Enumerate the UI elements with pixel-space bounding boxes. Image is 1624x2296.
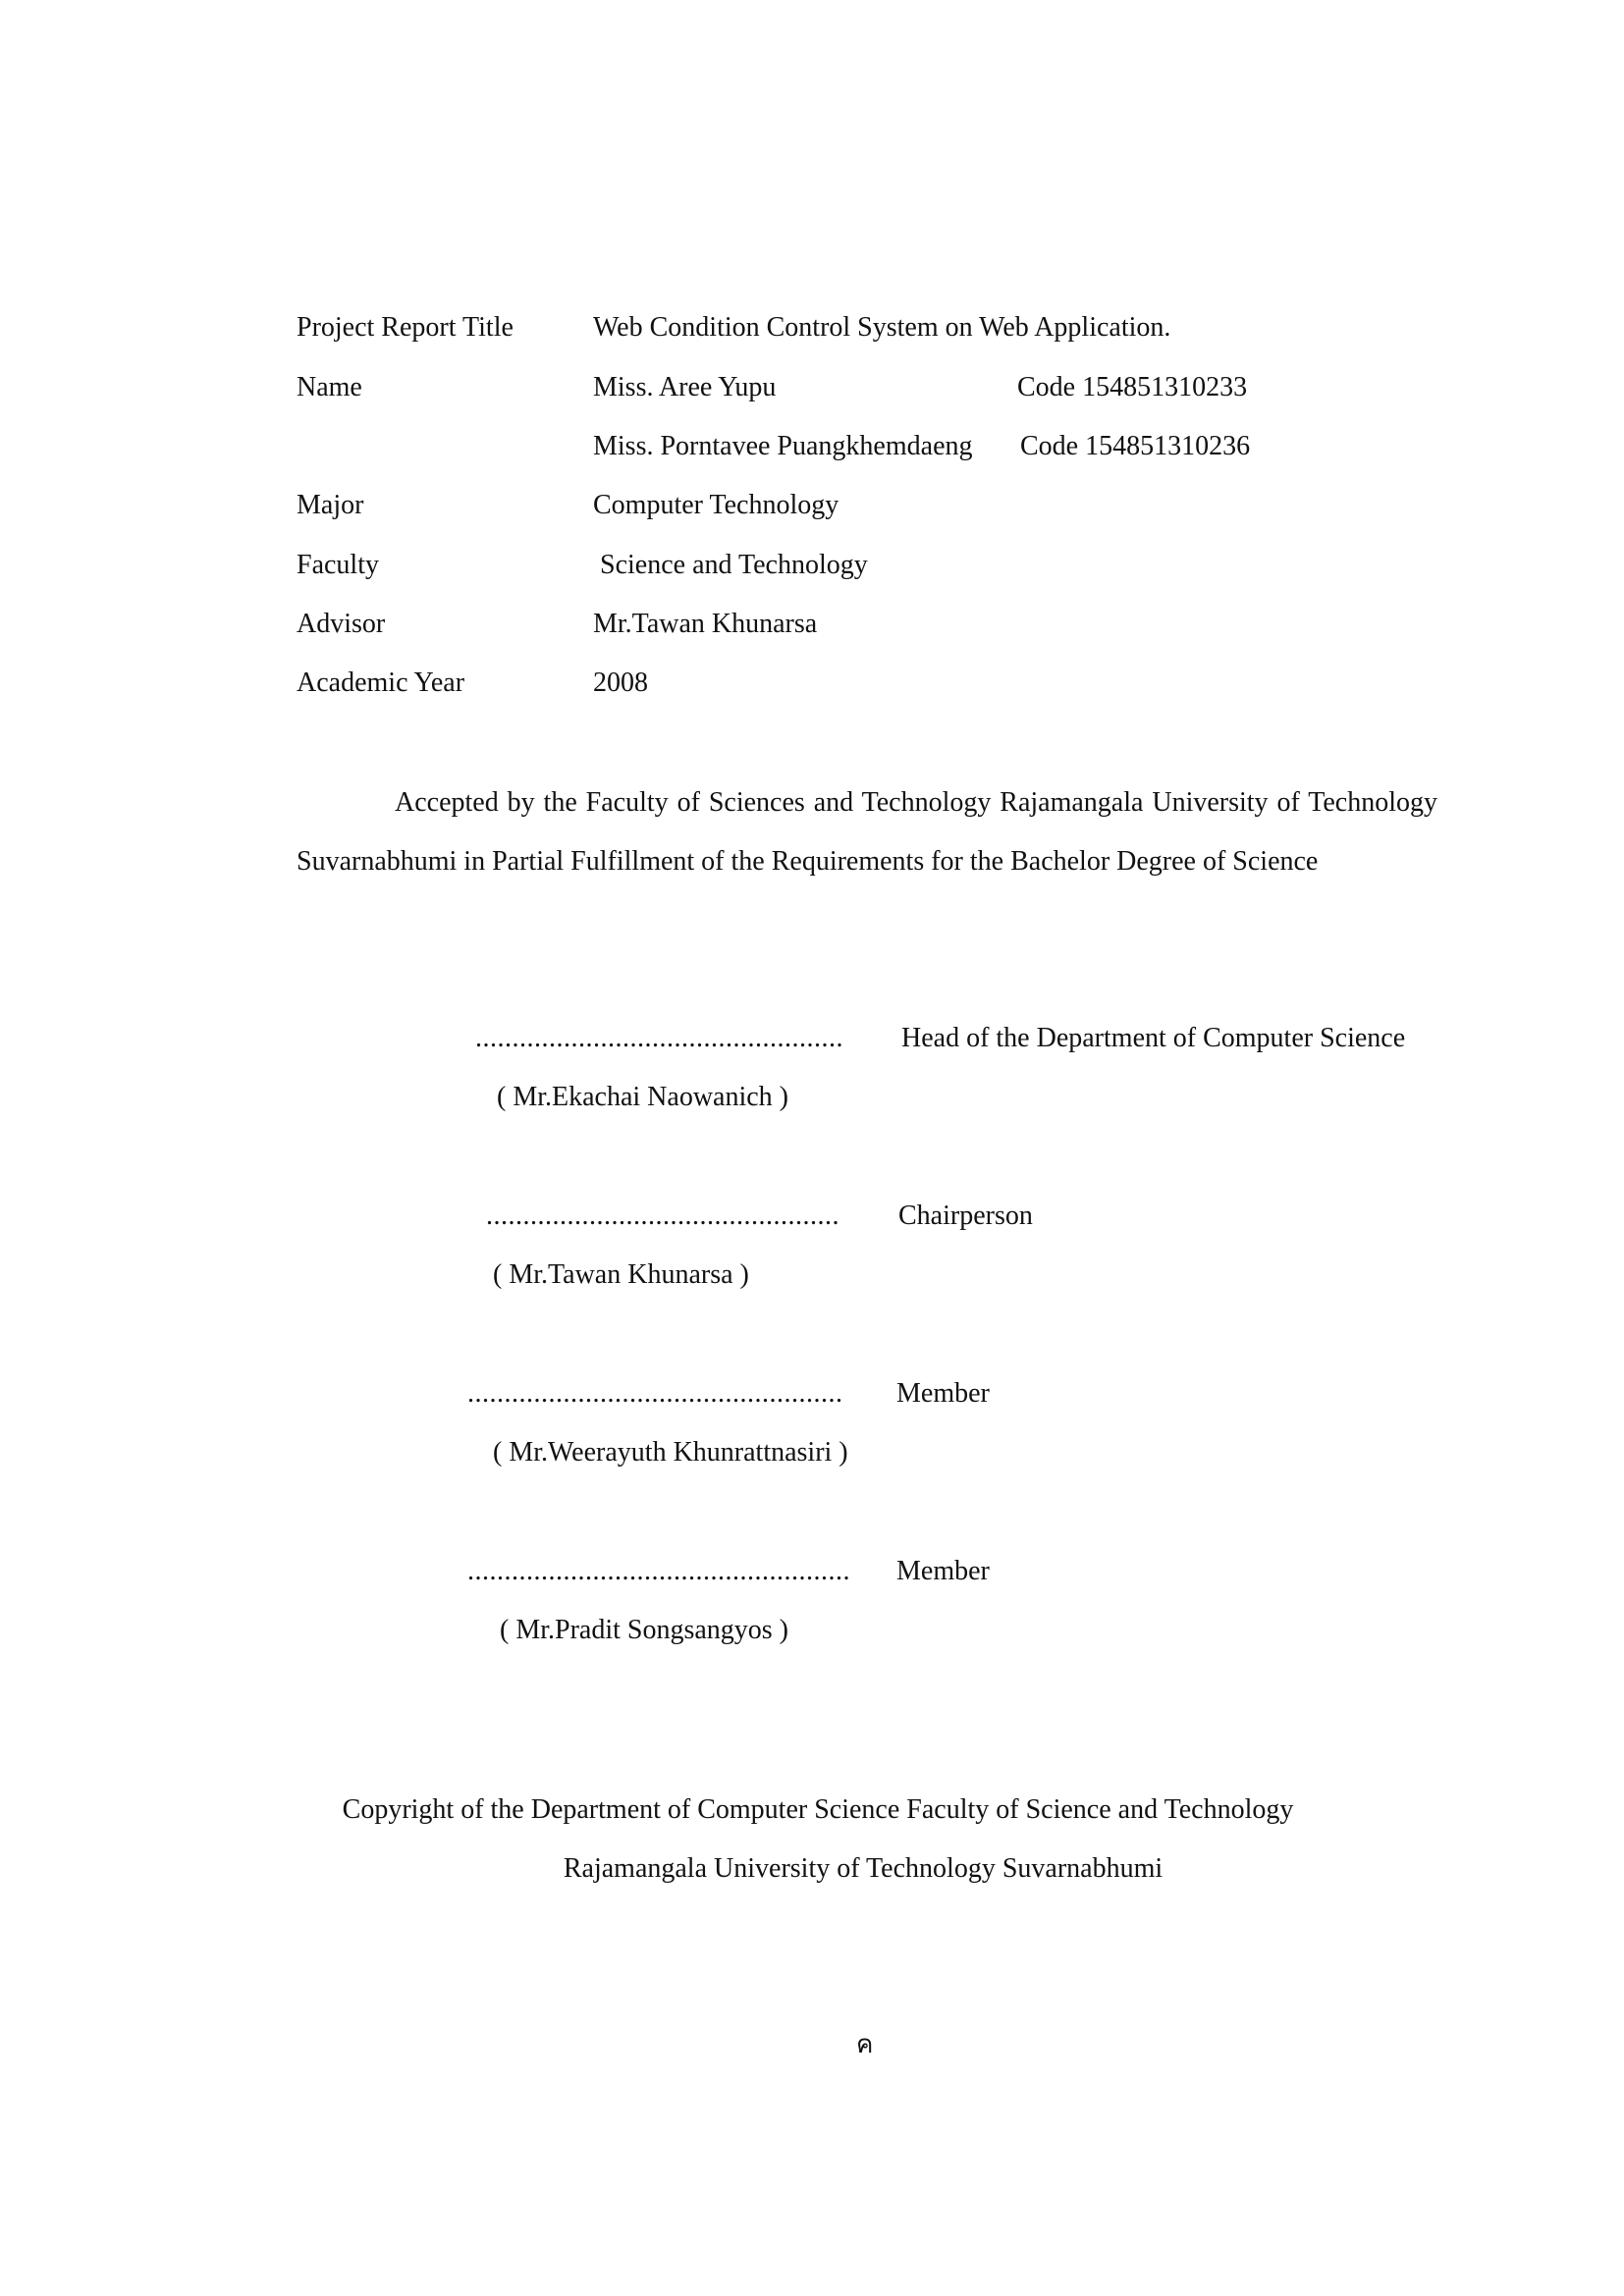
signature-name-member-1: ( Mr.Weerayuth Khunrattnasiri ) <box>493 1437 848 1468</box>
copyright-line-2: Rajamangala University of Technology Suvarnabhumi <box>563 1853 1164 1884</box>
name-label: Name <box>297 372 362 402</box>
signature-name-head: ( Mr.Ekachai Naowanich ) <box>497 1082 788 1112</box>
page-number: ค <box>856 2030 874 2059</box>
signature-role-chair: Chairperson <box>898 1201 1033 1231</box>
year-label: Academic Year <box>297 667 465 698</box>
student-2-code: Code 154851310236 <box>1020 431 1251 461</box>
signature-name-member-2: ( Mr.Pradit Songsangyos ) <box>500 1615 788 1645</box>
student-1-code: Code 154851310233 <box>1017 372 1248 402</box>
student-2-name: Miss. Porntavee Puangkhemdaeng <box>593 431 973 461</box>
signature-role-member-2: Member <box>896 1556 990 1586</box>
signature-line-chair: ................................................ <box>486 1201 839 1231</box>
acceptance-paragraph: Accepted by the Faculty of Sciences and Technology Rajamangala University of Technology Suvarnabhumi in Partial Fulfillment of the Requirements for the Bachelor Degree of Science <box>297 787 1437 877</box>
title-value: Web Condition Control System on Web Application. <box>593 312 1171 343</box>
student-1-name: Miss. Aree Yupu <box>593 372 777 402</box>
faculty-label: Faculty <box>297 550 379 580</box>
signature-line-member-2: .................................................... <box>467 1556 850 1586</box>
faculty-value: Science and Technology <box>600 550 868 580</box>
signature-role-head: Head of the Department of Computer Science <box>901 1023 1406 1053</box>
signature-line-member-1: ................................................... <box>467 1378 843 1409</box>
advisor-label: Advisor <box>297 609 386 639</box>
signature-name-chair: ( Mr.Tawan Khunarsa ) <box>493 1259 749 1290</box>
title-label: Project Report Title <box>297 312 514 343</box>
copyright-line-1: Copyright of the Department of Computer Science Faculty of Science and Technology <box>342 1794 1294 1825</box>
major-value: Computer Technology <box>593 490 839 520</box>
year-value: 2008 <box>593 667 648 698</box>
signature-line-head: .................................................. <box>475 1023 843 1053</box>
advisor-value: Mr.Tawan Khunarsa <box>593 609 818 639</box>
signature-role-member-1: Member <box>896 1378 990 1409</box>
major-label: Major <box>297 490 364 520</box>
